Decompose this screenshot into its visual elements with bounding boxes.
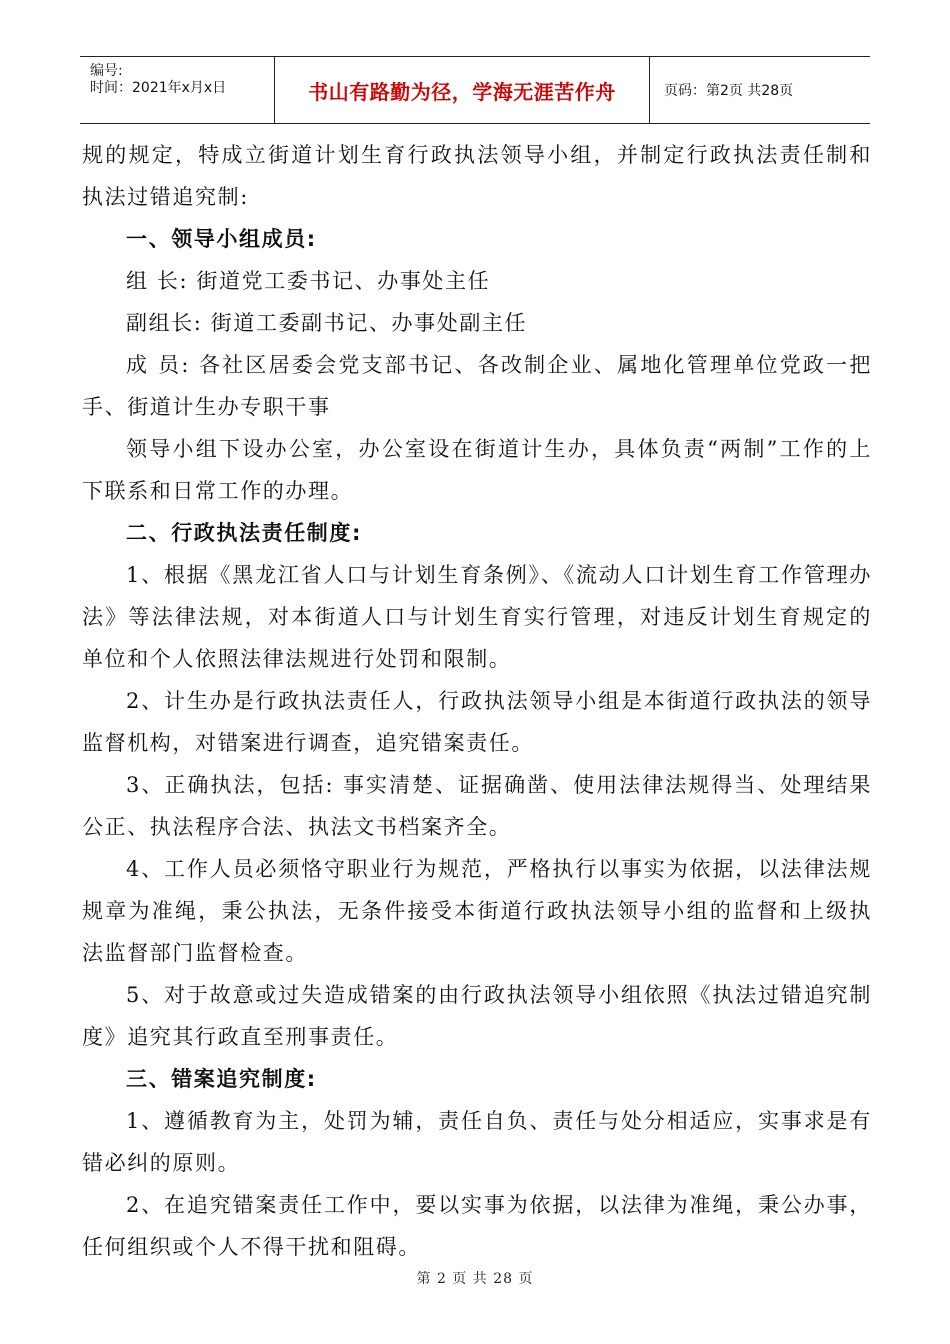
- header-page-info: 页码：第2页 共28页: [664, 83, 794, 99]
- body-paragraph: 副组长: 街道工委副书记、办事处副主任: [126, 311, 528, 335]
- body-paragraph: 领导小组下设办公室，办公室设在街道计生办，具体负责“两制”工作的上下联系和日常工作的办理。: [82, 437, 872, 503]
- document-number-label: 编号:: [90, 63, 123, 79]
- document-header: [80, 56, 870, 124]
- body-paragraph: 1、遵循教育为主，处罚为辅，责任自负、责任与处分相适应，实事求是有错必纠的原则。: [82, 1109, 872, 1175]
- body-paragraph: 2、在追究错案责任工作中，要以实事为依据，以法律为准绳，秉公办事，任何组织或个人不得干扰和阻碍。: [82, 1193, 872, 1259]
- body-paragraph: 3、正确执法，包括: 事实清楚、证据确凿、使用法律法规得当、处理结果公正、执法程序合法、执法文书档案齐全。: [82, 773, 872, 839]
- header-meta-cell: [80, 57, 275, 123]
- section-heading-accountability: 三、错案追究制度:: [126, 1067, 317, 1091]
- body-paragraph: 组 长: 街道党工委书记、办事处主任: [126, 269, 491, 293]
- page-footer: 第 2 页 共 28 页: [416, 1271, 534, 1287]
- body-paragraph: 规的规定，特成立街道计划生育行政执法领导小组，并制定行政执法责任制和执法过错追究制:: [82, 143, 872, 209]
- document-date-label: 时间：2021年x月x日: [90, 80, 227, 96]
- body-paragraph: 4、工作人员必须恪守职业行为规范，严格执行以事实为依据，以法律法规规章为准绳，秉公执法，无条件接受本街道行政执法领导小组的监督和上级执法监督部门监督检查。: [82, 857, 872, 965]
- section-heading-responsibility: 二、行政执法责任制度:: [126, 521, 362, 545]
- header-motto: 书山有路勤为径，学海无涯苦作舟: [275, 57, 650, 123]
- body-paragraph: 5、对于故意或过失造成错案的由行政执法领导小组依照《执法过错追究制度》追究其行政直至刑事责任。: [82, 983, 872, 1049]
- document-body: [82, 134, 872, 1268]
- body-paragraph: 1、根据《黑龙江省人口与计划生育条例》、《流动人口计划生育工作管理办法》等法律法规，对本街道人口与计划生育实行管理，对违反计划生育规定的单位和个人依照法律法规进行处罚和限制。: [82, 563, 872, 671]
- body-paragraph: 成 员: 各社区居委会党支部书记、各改制企业、属地化管理单位党政一把手、街道计生办专职干事: [82, 353, 872, 419]
- body-paragraph: 2、计生办是行政执法责任人，行政执法领导小组是本街道行政执法的领导监督机构，对错案进行调查，追究错案责任。: [82, 689, 872, 755]
- section-heading-leadership: 一、领导小组成员:: [126, 227, 317, 251]
